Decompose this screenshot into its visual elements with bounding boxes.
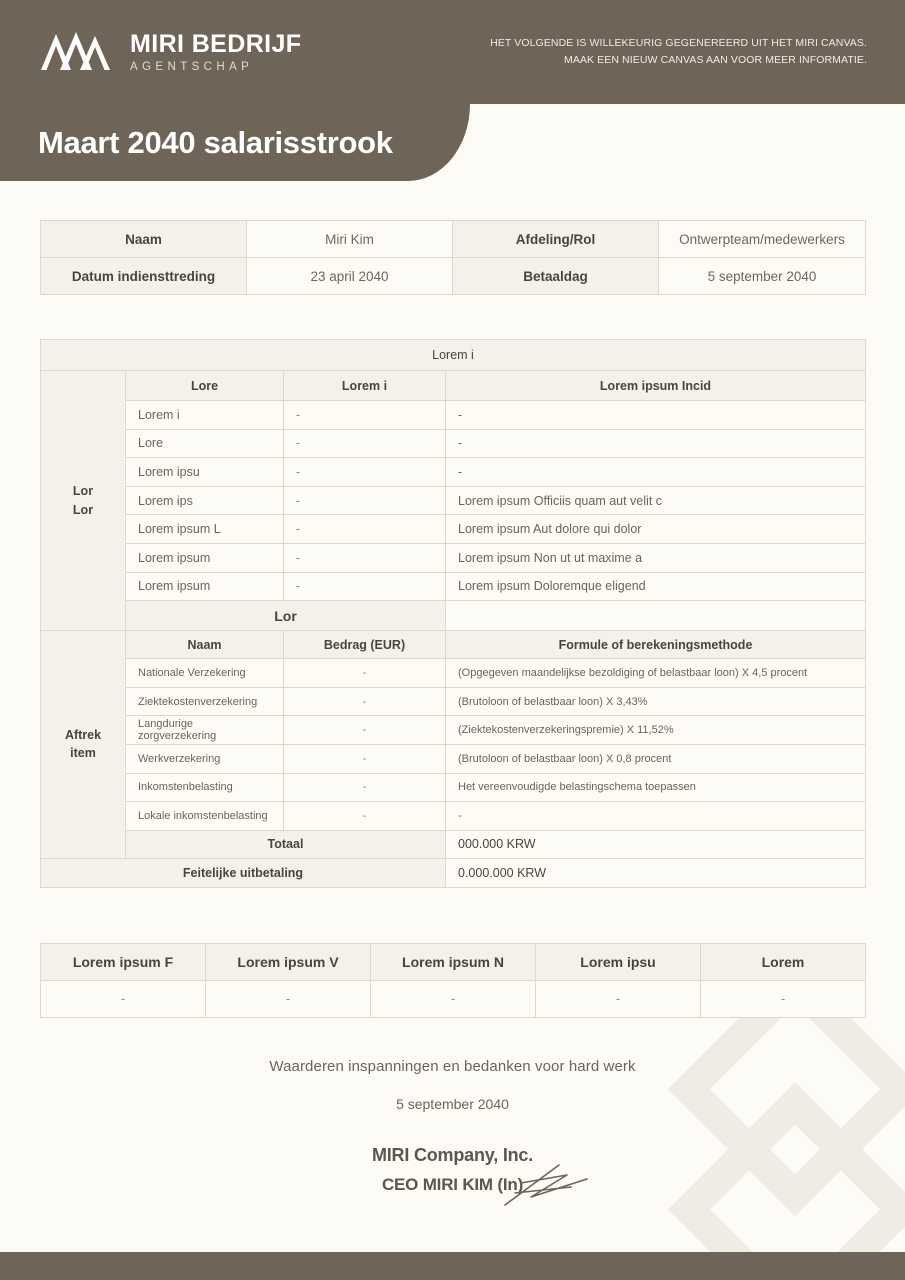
deduction-name: Nationale Verzekering [126, 659, 284, 688]
earning-desc: - [446, 458, 866, 487]
table-row [41, 858, 866, 887]
summary-header: Lorem ipsum F [41, 943, 206, 980]
earning-amount: - [284, 486, 446, 515]
earnings-header-name: Lore [126, 371, 284, 401]
earnings-side-label: Lor Lor [41, 371, 126, 631]
summary-value: - [371, 980, 536, 1017]
brand-block [38, 30, 301, 74]
earning-amount: - [284, 429, 446, 458]
deduction-desc: (Opgegeven maandelijkse bezoldiging of belastbaar loon) X 4,5 procent [446, 659, 866, 688]
summary-value: - [536, 980, 701, 1017]
earning-name: Lore [126, 429, 284, 458]
employee-info-table [40, 220, 866, 295]
title-banner [0, 104, 905, 181]
handwritten-signature-icon [501, 1153, 611, 1211]
deduction-amount: - [284, 687, 446, 716]
earning-amount: - [284, 458, 446, 487]
earnings-header-amount: Lorem i [284, 371, 446, 401]
deduction-name: Lokale inkomstenbelasting [126, 802, 284, 831]
earnings-subtotal-label: Lor [126, 601, 446, 631]
thanks-message: Waarderen inspanningen en bedanken voor hard werk [269, 1057, 636, 1075]
table-row [41, 221, 866, 258]
info-label-hiredate: Datum indiensttreding [41, 258, 247, 295]
deduction-amount: - [284, 744, 446, 773]
deduction-name: Inkomstenbelasting [126, 773, 284, 802]
table-row [41, 773, 866, 802]
table-row [41, 601, 866, 631]
earnings-header-desc: Lorem ipsum Incid [446, 371, 866, 401]
table-row [41, 802, 866, 831]
table-row [41, 830, 866, 858]
summary-header: Lorem ipsu [536, 943, 701, 980]
earnings-subtotal-value [446, 601, 866, 631]
deduction-header-desc: Formule of berekeningsmethode [446, 631, 866, 659]
earning-desc: Lorem ipsum Non ut ut maxime a [446, 543, 866, 572]
generation-notice [490, 35, 867, 69]
table-row [41, 943, 866, 980]
footer-date: 5 september 2040 [396, 1095, 509, 1112]
summary-value: - [206, 980, 371, 1017]
deduction-name: Werkverzekering [126, 744, 284, 773]
earning-desc: - [446, 401, 866, 430]
info-label-payday: Betaaldag [453, 258, 659, 295]
signature-block [372, 1145, 533, 1195]
earning-desc: Lorem ipsum Aut dolore qui dolor [446, 515, 866, 544]
info-value-payday: 5 september 2040 [659, 258, 866, 295]
net-pay-label: Feitelijke uitbetaling [41, 858, 446, 887]
earning-amount: - [284, 543, 446, 572]
payslip-main-table [40, 339, 866, 888]
info-value-name: Miri Kim [247, 221, 453, 258]
earning-name: Lorem ipsu [126, 458, 284, 487]
document-footer [40, 1058, 865, 1195]
triple-mountain-logo-icon [38, 30, 114, 74]
info-value-hiredate: 23 april 2040 [247, 258, 453, 295]
table-row [41, 371, 866, 401]
table-row [41, 631, 866, 659]
info-value-department: Ontwerpteam/medewerkers [659, 221, 866, 258]
notice-line-2: MAAK EEN NIEUW CANVAS AAN VOOR MEER INFORMATIE. [563, 54, 867, 66]
earning-amount: - [284, 401, 446, 430]
document-header [0, 0, 905, 104]
notice-line-1: HET VOLGENDE IS WILLEKEURIG GEGENEREERD UIT HET MIRI CANVAS. [490, 37, 867, 49]
table-row [41, 458, 866, 487]
summary-table [40, 943, 866, 1018]
table-row [41, 744, 866, 773]
company-name: MIRI Company, Inc. [371, 1144, 534, 1165]
earning-name: Lorem ips [126, 486, 284, 515]
info-label-department: Afdeling/Rol [453, 221, 659, 258]
deduction-amount: - [284, 716, 446, 745]
table-row [41, 401, 866, 430]
table-row [41, 659, 866, 688]
footer-bar [0, 1252, 905, 1280]
deductions-side-label: Aftrek item [41, 631, 126, 859]
table-row [41, 543, 866, 572]
table-row [41, 340, 866, 371]
brand-name: MIRI BEDRIJF [130, 30, 302, 59]
deduction-amount: - [284, 773, 446, 802]
earning-name: Lorem ipsum L [126, 515, 284, 544]
table-row [41, 486, 866, 515]
ceo-name: CEO MIRI KIM (In) [381, 1174, 524, 1194]
info-label-name: Naam [41, 221, 247, 258]
summary-value: - [701, 980, 866, 1017]
deduction-desc: Het vereenvoudigde belastingschema toepassen [446, 773, 866, 802]
earning-amount: - [284, 572, 446, 601]
table-row [41, 980, 866, 1017]
deductions-total-value: 000.000 KRW [446, 830, 866, 858]
table-row [41, 687, 866, 716]
earning-desc: - [446, 429, 866, 458]
deductions-total-label: Totaal [126, 830, 446, 858]
earning-desc: Lorem ipsum Doloremque eligend [446, 572, 866, 601]
brand-subtitle: AGENTSCHAP [130, 60, 254, 73]
deduction-name: Langdurige zorgverzekering [126, 716, 284, 745]
summary-header: Lorem ipsum N [371, 943, 536, 980]
table-row [41, 716, 866, 745]
deduction-amount: - [284, 659, 446, 688]
deduction-desc: - [446, 802, 866, 831]
earning-desc: Lorem ipsum Officiis quam aut velit c [446, 486, 866, 515]
earning-name: Lorem i [126, 401, 284, 430]
earning-amount: - [284, 515, 446, 544]
summary-header: Lorem [701, 943, 866, 980]
deduction-name: Ziektekostenverzekering [126, 687, 284, 716]
earning-name: Lorem ipsum [126, 572, 284, 601]
table-row [41, 429, 866, 458]
deduction-desc: (Brutoloon of belastbaar loon) X 3,43% [446, 687, 866, 716]
deduction-desc: (Ziektekostenverzekeringspremie) X 11,52% [446, 716, 866, 745]
table-row [41, 515, 866, 544]
table-row [41, 572, 866, 601]
summary-header: Lorem ipsum V [206, 943, 371, 980]
earning-name: Lorem ipsum [126, 543, 284, 572]
deduction-header-amount: Bedrag (EUR) [284, 631, 446, 659]
main-section-title: Lorem i [41, 340, 866, 371]
deduction-desc: (Brutoloon of belastbaar loon) X 0,8 procent [446, 744, 866, 773]
deduction-header-name: Naam [126, 631, 284, 659]
table-row [41, 258, 866, 295]
net-pay-value: 0.000.000 KRW [446, 858, 866, 887]
deduction-amount: - [284, 802, 446, 831]
page-title: Maart 2040 salarisstrook [38, 124, 393, 160]
summary-value: - [41, 980, 206, 1017]
